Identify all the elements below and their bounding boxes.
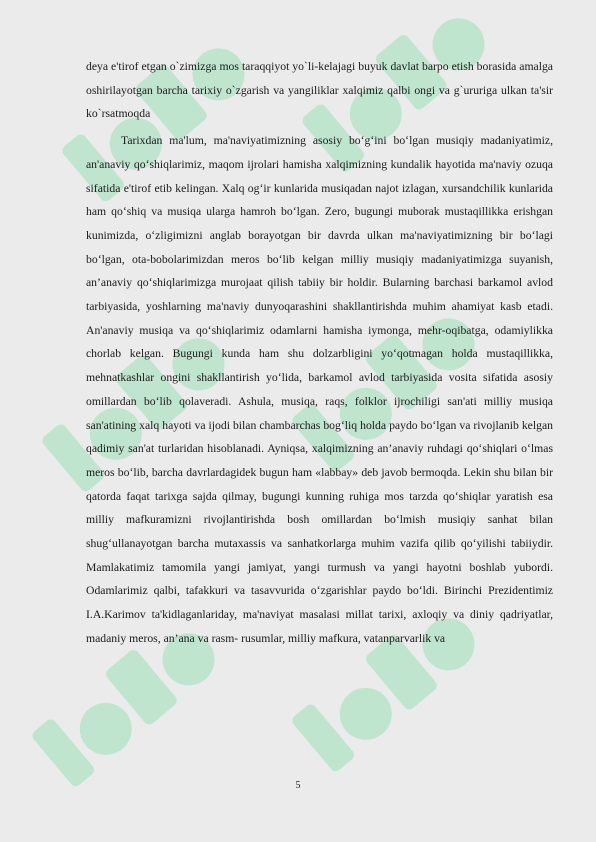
watermark-stroke [69, 692, 142, 765]
page-number: 5 [295, 780, 301, 791]
paragraph-continued: deya e'tirof etgan o`zimizga mos taraqqiyot yo`li-kelajagi buyuk davlat barpo etish borasida amalga oshirilayotgan barcha tarixiy o`zgarish va yangiliklar xalqimiz qalbi ongi va g`ururiga ulkan ta'sir ko`rsatmoqda [86, 60, 553, 121]
watermark-stroke [290, 702, 356, 774]
page-body [86, 55, 553, 651]
watermark-stroke [104, 648, 180, 727]
watermark-stroke [329, 677, 402, 750]
watermark-stroke [30, 717, 96, 789]
paragraph-main: Tarixdan ma'lum, ma'naviyatimizning asosiy bo‘g‘ini bo‘lgan musiqiy madaniyatimiz, an'anaviy qo‘shiqlarimiz, maqom ijrolari hamisha xalqimizning kundalik hayotida ma'naviy ozuqa sifatida e'tirof etib kelingan. Xalq og‘ir kunlarida musiqadan najot izlagan, xursandchilik kunlarida ham qo‘shiq va musiqa ularga hamroh bo‘lgan. Zero, bugungi muborak mustaqillikka erishgan kunimizda, o‘zligimizni anglab borayotgan bir davrda ulkan ma'naviyatimizning bir bo‘lagi bo‘lgan, ota-bobolarimizdan meros bo‘lib kelgan milliy musiqiy madaniyatimizga suyanish, an’anaviy qo‘shiqlarimizga murojaat qilish tabiiy bir holdir. Bularning barchasi barkamol avlod tarbiyasida, yoshlarning ma'naviy dunyoqarashini shakllantirishda muhim ahamiyat kasb etadi. An'anaviy musiqa va qo‘shiqlarimiz odamlarni hamisha iymonga, mehr-oqibatga, odamiylikka chorlab kelgan. Bugungi kunda ham shu dolzarbligini yo‘qotmagan holda mustaqillikka, mehnatkashlar ongini shakllantirish yo‘lida, barkamol avlod tarbiyasida vosita sifatida asosiy omillardan bo‘lib qolaveradi. Ashula, musiqa, raqs, folklor ijrochiligi san'ati milliy musiqa san'atining xalq hayoti va ijodi bilan chambarchas bog‘liq holda paydo bo‘lgan va rivojlanib kelgan qadimiy san'at turlaridan hisoblanadi. Ayniqsa, xalqimizning an’anaviy ruhdagi qo‘shiqlari o‘lmas meros bo‘lib, barcha davrlardagidek bugun ham «labbay» deb javob bermoqda. Lekin shu bilan bir qatorda faqat tarixga sajda qilmay, bugungi kunning ruhiga mos tarzda qo‘shiqlar yaratish esa milliy mafkuramizni rivojlantirishda bosh omillardan bo‘lmish musiqiy sanhat bilan shug‘ullanayotgan barcha mutaxassis va sanhatkorlarga muhim vazifa qilib qo‘yilishi tabiiydir. Mamlakatimiz tamomila yangi jamiyat, yangi turmush va yangi hayotni boshlab yubordi. Odamlarimiz qalbi, tafakkuri va tasavvurida o‘zgarishlar paydo bo‘ldi. Birinchi Prezidentimiz I.A.Karimov ta'kidlaganlariday, ma'naviyat masalasi millat tarixi, axloqiy va diniy qadriyatlar, madaniy meros, an’ana va rasm- rusumlar, milliy mafkura, vatanparvarlik va [86, 134, 553, 645]
